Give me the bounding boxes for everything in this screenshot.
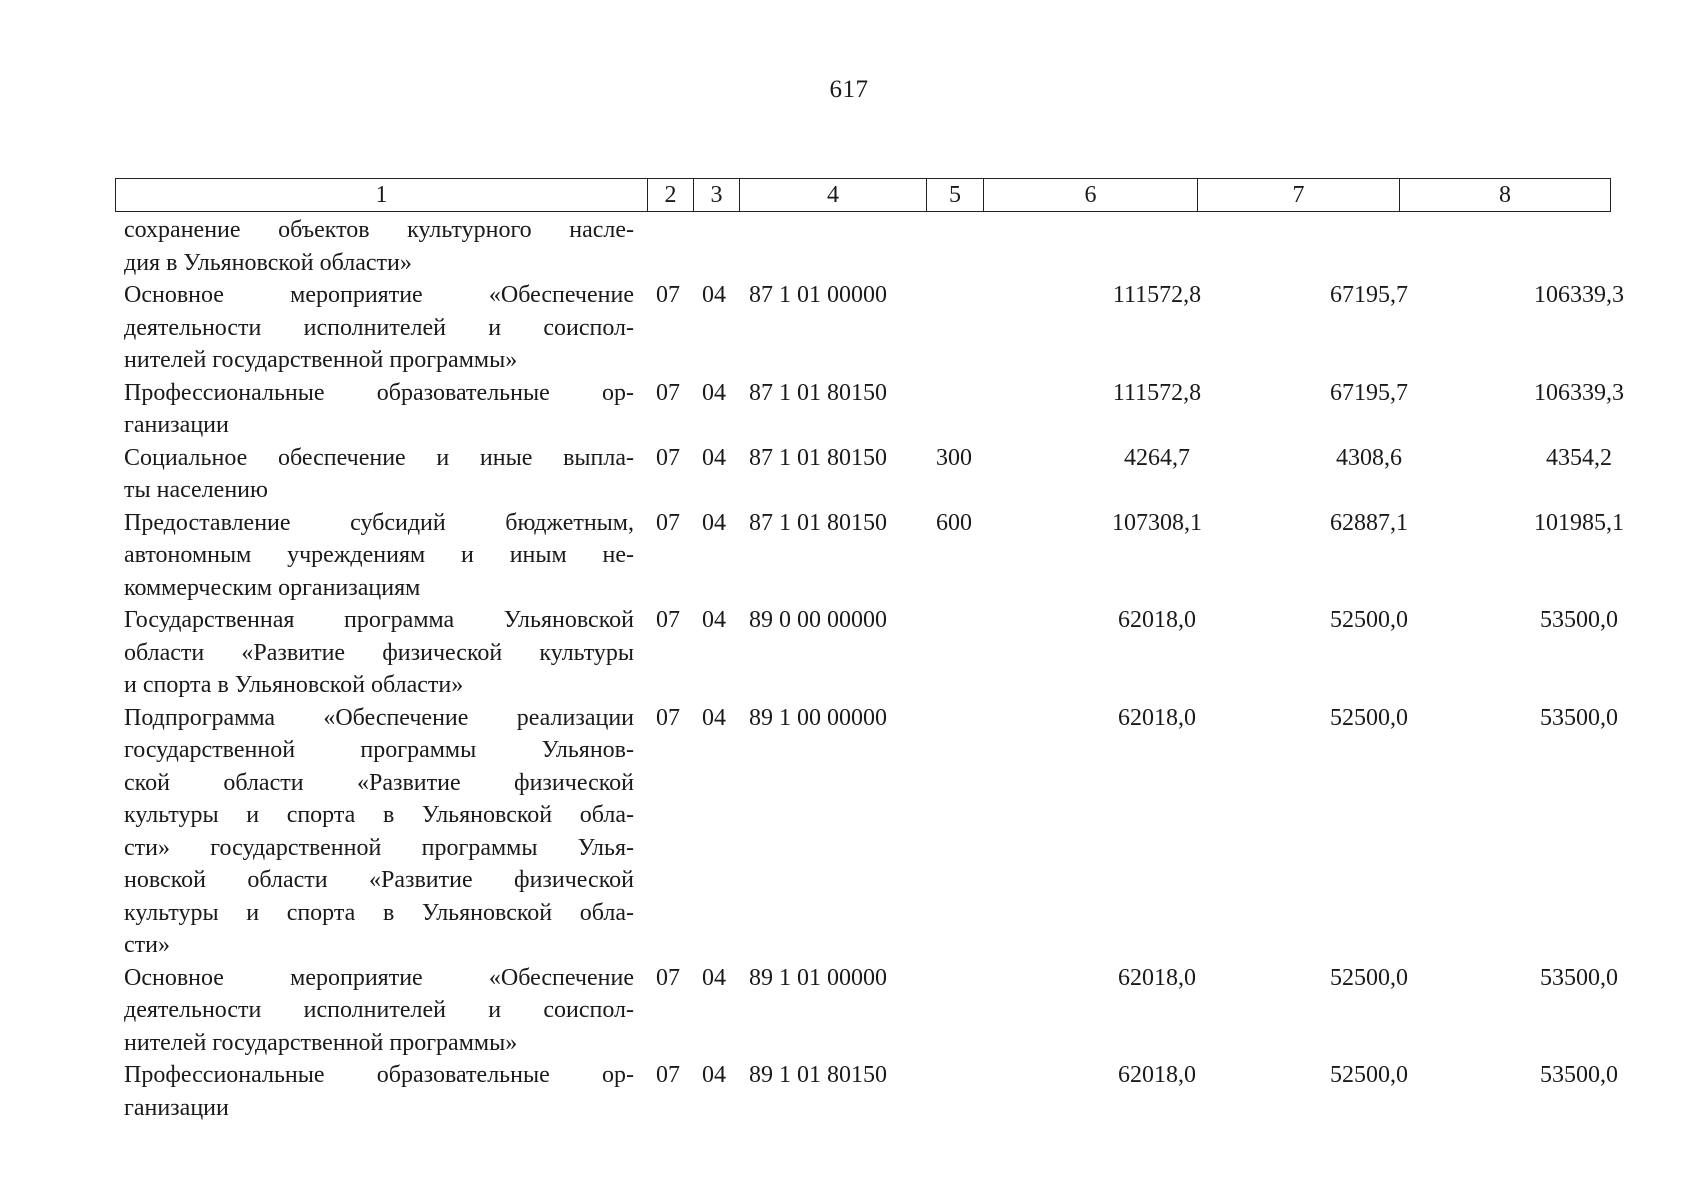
row-description [124, 279, 634, 377]
row-description [124, 1059, 634, 1124]
description-line: ты населению [124, 477, 268, 503]
cell-col-6: 107308,1 [1112, 509, 1202, 536]
cell-col-8: 106339,3 [1534, 379, 1624, 406]
table-row [124, 604, 1618, 702]
description-line: Основное мероприятие «Обеспечение [124, 964, 634, 991]
cell-col-3: 04 [702, 607, 726, 633]
cell-col-6: 4264,7 [1124, 444, 1190, 471]
cell-col-8: 53500,0 [1540, 964, 1618, 991]
table-header-row [115, 178, 1611, 212]
cell-col-4: 87 1 01 00000 [749, 282, 887, 308]
table-row [124, 214, 1614, 279]
cell-col-5: 300 [936, 444, 972, 471]
description-line: дия в Ульяновской области» [124, 249, 412, 276]
row-description [124, 702, 634, 962]
description-line: Профессиональные образовательные ор- [124, 379, 634, 406]
header-col-4: 4 [740, 179, 927, 211]
description-line: сти» государственной программы Улья- [124, 834, 634, 861]
description-line: деятельности исполнителей и соиспол- [124, 997, 634, 1023]
cell-col-2: 07 [656, 509, 680, 536]
cell-col-2: 07 [656, 704, 680, 731]
row-description [124, 442, 634, 507]
cell-col-6: 62018,0 [1118, 964, 1196, 991]
description-line: ганизации [124, 1094, 229, 1121]
cell-col-5: 600 [936, 509, 972, 536]
header-col-1: 1 [116, 179, 648, 211]
description-line: коммерческим организациям [124, 574, 421, 601]
cell-col-4: 89 1 01 80150 [749, 1062, 887, 1088]
table-row [124, 507, 1624, 605]
cell-col-4: 87 1 01 80150 [749, 444, 887, 471]
description-line: сохранение объектов культурного насле- [124, 217, 634, 243]
cell-col-4: 89 1 00 00000 [749, 704, 887, 731]
page-number: 617 [829, 76, 869, 103]
row-description [124, 962, 634, 1060]
cell-col-8: 101985,1 [1534, 509, 1624, 536]
description-line: Профессиональные образовательные ор- [124, 1062, 634, 1088]
header-col-2: 2 [648, 179, 694, 211]
table-row [124, 962, 1618, 1060]
header-col-6: 6 [984, 179, 1198, 211]
cell-col-6: 62018,0 [1118, 607, 1196, 633]
description-line: и спорта в Ульяновской области» [124, 672, 464, 698]
cell-col-8: 53500,0 [1540, 704, 1618, 731]
cell-col-6: 111572,8 [1112, 282, 1202, 308]
description-line: ганизации [124, 412, 229, 438]
cell-col-8: 4354,2 [1546, 444, 1612, 471]
cell-col-4: 87 1 01 80150 [749, 379, 887, 406]
cell-col-2: 07 [656, 282, 680, 308]
cell-col-7: 52500,0 [1330, 1062, 1408, 1088]
cell-col-8: 53500,0 [1540, 1062, 1618, 1088]
row-description [124, 377, 634, 442]
header-col-8: 8 [1499, 181, 1511, 208]
cell-col-3: 04 [702, 704, 726, 731]
description-line: ской области «Развитие физической [124, 769, 634, 796]
description-line: Предоставление субсидий бюджетным, [124, 509, 634, 536]
cell-col-7: 52500,0 [1330, 704, 1408, 731]
header-col-7: 7 [1198, 179, 1400, 211]
description-line: государственной программы Ульянов- [124, 737, 634, 763]
table-row [124, 1059, 1618, 1124]
table-row [124, 702, 1618, 962]
cell-col-6: 111572,8 [1112, 379, 1202, 406]
description-line: автономным учреждениям и иным не- [124, 542, 634, 568]
description-line: области «Развитие физической культуры [124, 639, 634, 666]
cell-col-4: 87 1 01 80150 [749, 509, 887, 536]
cell-col-7: 52500,0 [1330, 964, 1408, 991]
description-line: нителей государственной программы» [124, 1029, 518, 1056]
description-line: Основное мероприятие «Обеспечение [124, 282, 634, 308]
cell-col-2: 07 [656, 964, 680, 991]
description-line: Социальное обеспечение и иные выпла- [124, 444, 634, 471]
cell-col-4: 89 0 00 00000 [749, 607, 887, 633]
cell-col-3: 04 [702, 964, 726, 991]
cell-col-7: 67195,7 [1330, 379, 1408, 406]
cell-col-3: 04 [702, 444, 726, 471]
cell-col-2: 07 [656, 379, 680, 406]
table-row [124, 442, 1614, 507]
cell-col-2: 07 [656, 444, 680, 471]
cell-col-8: 106339,3 [1534, 282, 1624, 308]
row-description [124, 507, 634, 605]
header-col-5: 5 [927, 179, 984, 211]
description-line: сти» [124, 932, 170, 958]
cell-col-2: 07 [656, 1062, 680, 1088]
cell-col-7: 4308,6 [1336, 444, 1402, 471]
description-line: культуры и спорта в Ульяновской обла- [124, 899, 634, 926]
cell-col-4: 89 1 01 00000 [749, 964, 887, 991]
description-line: Подпрограмма «Обеспечение реализации [124, 704, 634, 731]
description-line: деятельности исполнителей и соиспол- [124, 314, 634, 341]
description-line: новской области «Развитие физической [124, 867, 634, 893]
table-row [124, 279, 1624, 377]
cell-col-8: 53500,0 [1540, 607, 1618, 633]
description-line: Государственная программа Ульяновской [124, 607, 634, 633]
table-row [124, 377, 1624, 442]
cell-col-3: 04 [702, 509, 726, 536]
cell-col-7: 67195,7 [1330, 282, 1408, 308]
row-description [124, 604, 634, 702]
cell-col-7: 62887,1 [1330, 509, 1408, 536]
description-line: культуры и спорта в Ульяновской обла- [124, 802, 634, 828]
cell-col-3: 04 [702, 1062, 726, 1088]
row-description [124, 214, 634, 279]
description-line: нителей государственной программы» [124, 347, 518, 373]
cell-col-3: 04 [702, 282, 726, 308]
table-body [124, 214, 1624, 1124]
cell-col-3: 04 [702, 379, 726, 406]
cell-col-2: 07 [656, 607, 680, 633]
cell-col-6: 62018,0 [1118, 704, 1196, 731]
cell-col-7: 52500,0 [1330, 607, 1408, 633]
header-col-3: 3 [694, 179, 740, 211]
cell-col-6: 62018,0 [1118, 1062, 1196, 1088]
